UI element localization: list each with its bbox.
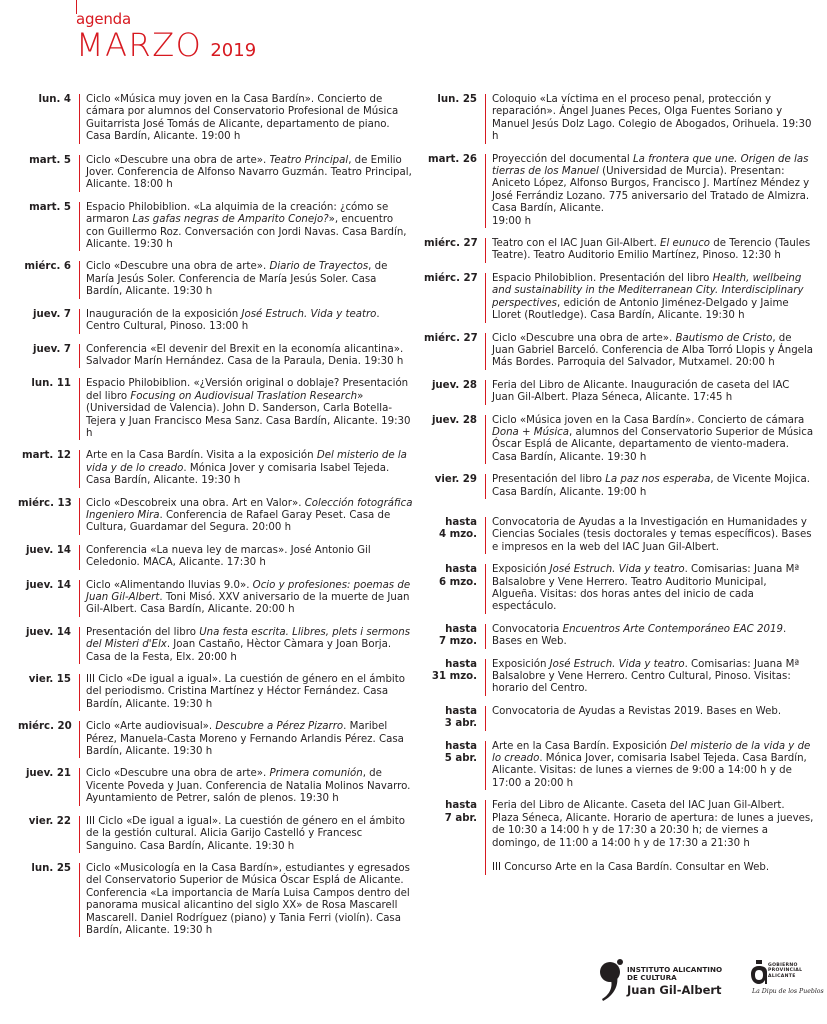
right-column: [424, 94, 814, 875]
iac-name: Juan Gil-Albert: [627, 983, 722, 997]
entry-text: Espacio Philobiblion. «La alquimia de la creación: ¿cómo se armaron Las gafas negras de Amparito Conejo?», encuentro con Guillermo Roz. Conversación con Jordi Navas. Casa Bardín, Alicante. 19:30 h: [86, 201, 407, 251]
entry-date: juev. 14: [25, 544, 71, 556]
entry-rule: [485, 380, 486, 405]
agenda-entry: [424, 564, 814, 614]
entry-rule: [485, 659, 486, 696]
entry-date: juev. 7: [33, 308, 71, 320]
entry-date: mart. 5: [29, 201, 71, 213]
dip-line3: ALICANTE: [768, 973, 796, 979]
agenda-entry: [424, 741, 814, 791]
entry-text: Ciclo «Arte audiovisual». Descubre a Pérez Pizarro. Maribel Pérez, Manuela-Casta Moreno y Fernando Arlandis Pérez. Casa Bardín, Alicante. 19:30 h: [86, 721, 404, 758]
entry-text: Exposición José Estruch. Vida y teatro. Comisarias: Juana Mª Balsalobre y Vene Herrero. Teatro Auditorio Municipal, Algueña. Visitas: dos horas antes del inicio de cada espectáculo.: [492, 564, 800, 613]
entry-text: Espacio Philobiblion. «¿Versión original o doblaje? Presentación del libro Focusing on Audiovisual Traslation Research» (Universidad de Valencia). John D. Sanderson, Carla Botella-Tejera y Juan Francisco Mesa Sanz. Casa Bardín, Alicante. 19:30 h: [86, 378, 411, 439]
entry-date: hasta 5 abr.: [444, 740, 477, 765]
entry-text: Presentación del libro Una festa escrita. Llibres, plets i sermons del Misteri d'Elx. Joan Castaño, Hèctor Càmara y Joan Borja. Casa de la Festa, Elx. 20:00 h: [86, 626, 411, 663]
agenda-entry: [424, 154, 814, 228]
entry-date: vier. 15: [28, 674, 71, 686]
agenda-entry: [18, 261, 413, 298]
entry-date: lun. 25: [437, 94, 477, 105]
entry-text: Feria del Libro de Alicante. Inauguración de caseta del IAC Juan Gil-Albert. Plaza Séneca, Alicante. 17:45 h: [492, 379, 790, 404]
agenda-entry: [18, 816, 413, 853]
entry-rule: [79, 768, 80, 805]
month-label: MARZO: [76, 26, 203, 64]
entry-date: vier. 22: [28, 815, 71, 827]
left-column: [18, 94, 413, 937]
entry-text: Exposición José Estruch. Vida y teatro. Comisarias: Juana Mª Balsalobre y Vene Herrero. Centro Cultural, Pinoso. Visitas: horario del Centro.: [492, 658, 800, 695]
agenda-entry: [424, 415, 814, 465]
diputacion-alicante-logo: [748, 960, 824, 1000]
entry-text: Inauguración de la exposición José Estruch. Vida y teatro. Centro Cultural, Pinoso. 13:00 h: [86, 308, 380, 333]
entry-rule: [485, 415, 486, 465]
entry-rule: [79, 721, 80, 758]
agenda-entry: [424, 800, 814, 874]
agenda-entry: [18, 202, 413, 252]
agenda-entry: [18, 155, 413, 192]
entry-rule: [485, 564, 486, 614]
entry-date: miérc. 13: [18, 497, 72, 509]
entry-date: hasta 7 abr.: [444, 800, 477, 824]
entry-date: miérc. 6: [24, 261, 71, 273]
iac-label-line1: INSTITUTO ALICANTINO: [627, 965, 723, 974]
entry-date: mart. 5: [29, 154, 71, 166]
agenda-entry: [424, 706, 814, 731]
agenda-label: agenda: [76, 10, 131, 28]
diputacion-motto: La Dipu de los Pueblos: [752, 988, 824, 995]
entry-date: miérc. 27: [424, 272, 478, 284]
entry-text: Arte en la Casa Bardín. Exposición Del misterio de la vida y de lo creado. Mónica Jover, comisaria Isabel Tejeda. Casa Bardín, Alicante. Visitas: de lunes a viernes de 9:00 a 14:00 h y de 17:00 a 20:00 h: [492, 740, 811, 789]
entry-date: juev. 21: [25, 768, 71, 780]
agenda-entry: [424, 273, 814, 323]
entry-date: vier. 29: [434, 474, 477, 486]
entry-date: juev. 14: [25, 626, 71, 638]
entry-text: Feria del Libro de Alicante. Caseta del IAC Juan Gil-Albert. Plaza Séneca, Alicante. Horario de apertura: de lunes a jueves, de 10:30 a 14:00 h y de 17:30 a 20:30 h; de viernes a domingo, de 11:00 a 14:00 h y de 17:30 a 21:30 h III Concurso Arte en la Casa Bardín. Consultar en Web.: [492, 800, 814, 874]
entry-rule: [79, 498, 80, 535]
entry-date: juev. 7: [33, 343, 71, 355]
entry-rule: [79, 155, 80, 192]
entry-rule: [485, 238, 486, 263]
entry-date: miérc. 20: [18, 721, 72, 733]
entry-date: mart. 12: [22, 450, 71, 462]
entry-rule: [79, 450, 80, 487]
entry-rule: [79, 378, 80, 440]
agenda-entry: [18, 309, 413, 334]
entry-date: juev. 28: [431, 414, 477, 426]
agenda-entry: [424, 474, 814, 499]
entry-text: Convocatoria Encuentros Arte Contemporáneo EAC 2019. Bases en Web.: [492, 623, 787, 648]
agenda-entry: [18, 344, 413, 369]
entry-rule: [485, 800, 486, 874]
entry-text: Conferencia «La nueva ley de marcas». José Antonio Gil Celedonio. MACA, Alicante. 17:30 h: [86, 544, 371, 569]
entry-text: Ciclo «Descubre una obra de arte». Diario de Trayectos, de María Jesús Soler. Conferencia de María Jesús Soler. Casa Bardín, Alicante. 19:30 h: [86, 261, 388, 298]
agenda-entry: [18, 450, 413, 487]
entry-text: Ciclo «Alimentando lluvias 9.0». Ocio y profesiones: poemas de Juan Gil-Albert. Toni Misó. XXV aniversario de la muerte de Juan Gil-Albert. Casa Bardín, Alicante. 20:00 h: [86, 579, 411, 616]
agenda-entry: [424, 238, 814, 263]
agenda-entry: [18, 768, 413, 805]
entry-date: hasta 4 mzo.: [438, 516, 477, 541]
entry-rule: [485, 474, 486, 499]
iac-label-line2: DE CULTURA: [627, 973, 677, 982]
agenda-entry: [18, 674, 413, 711]
entry-rule: [79, 674, 80, 711]
agenda-entry: [18, 378, 413, 440]
entry-rule: [79, 627, 80, 664]
page-title: [76, 28, 256, 68]
entry-date: hasta 3 abr.: [444, 705, 477, 730]
agenda-entry: [18, 627, 413, 664]
iac-juan-gil-albert-logo: [597, 958, 737, 1002]
entry-rule: [485, 517, 486, 554]
entry-rule: [485, 624, 486, 649]
entry-date: hasta 31 mzo.: [431, 658, 477, 683]
dip-line1: GOBIERNO: [768, 963, 798, 968]
entry-text: Ciclo «Descubre una obra de arte». Bautismo de Cristo, de Juan Gabriel Barceló. Conferencia de Alba Torró Llopis y Ángela Más Bordes. Parroquia del Salvador, Mutxamel. 20:00 h: [492, 332, 814, 369]
entry-date: mart. 26: [428, 153, 477, 165]
entry-text: Ciclo «Música muy joven en la Casa Bardín». Concierto de cámara por alumnos del Conservatorio Profesional de Música Guitarrista José Tomás de Alicante, departamento de piano. Casa Bardín, Alicante. 19:00 h: [86, 94, 399, 143]
entry-rule: [485, 273, 486, 323]
entry-rule: [79, 344, 80, 369]
entry-rule: [485, 333, 486, 370]
entry-date: lun. 25: [31, 862, 71, 874]
entry-rule: [79, 261, 80, 298]
entry-rule: [79, 863, 80, 937]
entry-rule: [485, 741, 486, 791]
agenda-entry: [18, 545, 413, 570]
entry-date: hasta 7 mzo.: [438, 623, 477, 648]
entry-text: Coloquio «La víctima en el proceso penal, protección y reparación». Ángel Juanes Peces, Olga Fuentes Soriano y Manuel Jesús Dolz Lago. Colegio de Abogados, Orihuela. 19:30 h: [492, 94, 812, 143]
entry-text: Proyección del documental La frontera que une. Origen de las tierras de los Manuel (Universidad de Murcia). Presentan: Aniceto López, Alfonso Burgos, Francisco J. Martínez Méndez y José Ferrándiz Lozano. 775 aniversario del Tratado de Almizra. Casa Bardín, Alicante. 19:00 h: [492, 153, 810, 227]
iac-label: [627, 966, 722, 982]
agenda-entry: [424, 517, 814, 554]
comma-logo-icon: [597, 958, 625, 1002]
dip-line2: PROVINCIAL: [768, 968, 803, 974]
entry-date: miérc. 27: [424, 238, 478, 250]
entry-text: Convocatoria de Ayudas a Revistas 2019. Bases en Web.: [492, 705, 782, 717]
agenda-entry: [18, 721, 413, 758]
entry-date: juev. 14: [25, 579, 71, 591]
entry-rule: [485, 94, 486, 144]
agenda-entry: [424, 624, 814, 649]
entry-rule: [79, 94, 80, 144]
agenda-entry: [18, 498, 413, 535]
year-label: 2019: [210, 40, 257, 61]
agenda-entry: [424, 380, 814, 405]
agenda-entry: [424, 333, 814, 370]
entry-date: juev. 28: [431, 379, 477, 391]
entry-rule: [79, 202, 80, 252]
entry-rule: [79, 309, 80, 334]
entry-text: Espacio Philobiblion. Presentación del libro Health, wellbeing and sustainability in the Mediterranean City. Interdisciplinary perspectives, edición de Antonio Jiménez-Delgado y Jaime Lloret (Routledge). Casa Bardín, Alicante. 19:30 h: [492, 272, 804, 322]
entry-date: lun. 11: [31, 378, 71, 390]
entry-rule: [485, 154, 486, 228]
entry-date: miérc. 27: [424, 332, 478, 344]
entry-text: III Ciclo «De igual a igual». La cuestión de género en el ámbito del periodismo. Cristina Martínez y Héctor Fernández. Casa Bardín, Alicante. 19:30 h: [86, 674, 405, 710]
entry-text: Conferencia «El devenir del Brexit en la economía alicantina». Salvador Marín Hernández. Casa de la Paraula, Denia. 19:30 h: [86, 343, 404, 367]
entry-rule: [79, 545, 80, 570]
entry-text: Ciclo «Descubre una obra de arte». Primera comunión, de Vicente Poveda y Juan. Conferencia de Natalia Molinos Navarro. Ayuntamiento de Petrer, salón de plenos. 19:30 h: [86, 768, 411, 805]
entry-text: Presentación del libro La paz nos esperaba, de Vicente Mojica. Casa Bardín, Alicante. 19:00 h: [492, 474, 810, 498]
entry-rule: [485, 706, 486, 731]
entry-date: hasta 6 mzo.: [438, 564, 477, 588]
entry-text: Ciclo «Musicología en la Casa Bardín», estudiantes y egresados del Conservatorio Superior de Música Óscar Esplá de Alicante. Conferencia «La importancia de María Luisa Campos dentro del panorama musical alicantino del siglo XX» de Rosa Mascarell Mascarell. Daniel Rodríguez (piano) y Tania Ferri (violín). Casa Bardín, Alicante. 19:30 h: [86, 862, 410, 936]
agenda-entry: [18, 94, 413, 144]
entry-rule: [79, 580, 80, 617]
entry-text: Teatro con el IAC Juan Gil-Albert. El eunuco de Terencio (Taules Teatre). Teatro Auditorio Emilio Martínez, Pinoso. 12:30 h: [492, 238, 811, 262]
agenda-entry: [18, 863, 413, 937]
entry-date: lun. 4: [38, 94, 71, 105]
diputacion-label: [768, 963, 802, 979]
agenda-entry: [424, 94, 814, 144]
entry-text: Ciclo «Música joven en la Casa Bardín». Concierto de cámara Dona + Música, alumnos del Conservatorio Superior de Música Óscar Esplá de Alicante, departamento de viento-madera. Casa Bardín, Alicante. 19:30 h: [492, 414, 814, 463]
entry-text: Ciclo «Descobreix una obra. Art en Valor». Colección fotográfica Ingeniero Mira. Conferencia de Rafael Garay Peset. Casa de Cultura, Guardamar del Segura. 20:00 h: [86, 497, 413, 534]
page-header: [76, 12, 256, 68]
agenda-entry: [424, 659, 814, 696]
entry-text: Ciclo «Descubre una obra de arte». Teatro Principal, de Emilio Jover. Conferencia de Alfonso Navarro Guzmán. Teatro Principal, Alicante. 18:00 h: [86, 154, 412, 191]
entry-text: Arte en la Casa Bardín. Visita a la exposición Del misterio de la vida y de lo creado. Mónica Jover y comisaria Isabel Tejeda. Casa Bardín, Alicante. 19:30 h: [86, 450, 407, 487]
entry-rule: [79, 816, 80, 853]
entry-text: Convocatoria de Ayudas a la Investigación en Humanidades y Ciencias Sociales (tesis doctorales y temas específicos). Bases e impresos en la web del IAC Juan Gil-Albert.: [492, 516, 812, 553]
diputacion-mark-icon: [750, 960, 768, 986]
entry-text: III Ciclo «De igual a igual». La cuestión de género en el ámbito de la gestión cultural. Alicia Garijo Castelló y Francesc Sanguino. Casa Bardín, Alicante. 19:30 h: [86, 815, 405, 852]
agenda-entry: [18, 580, 413, 617]
